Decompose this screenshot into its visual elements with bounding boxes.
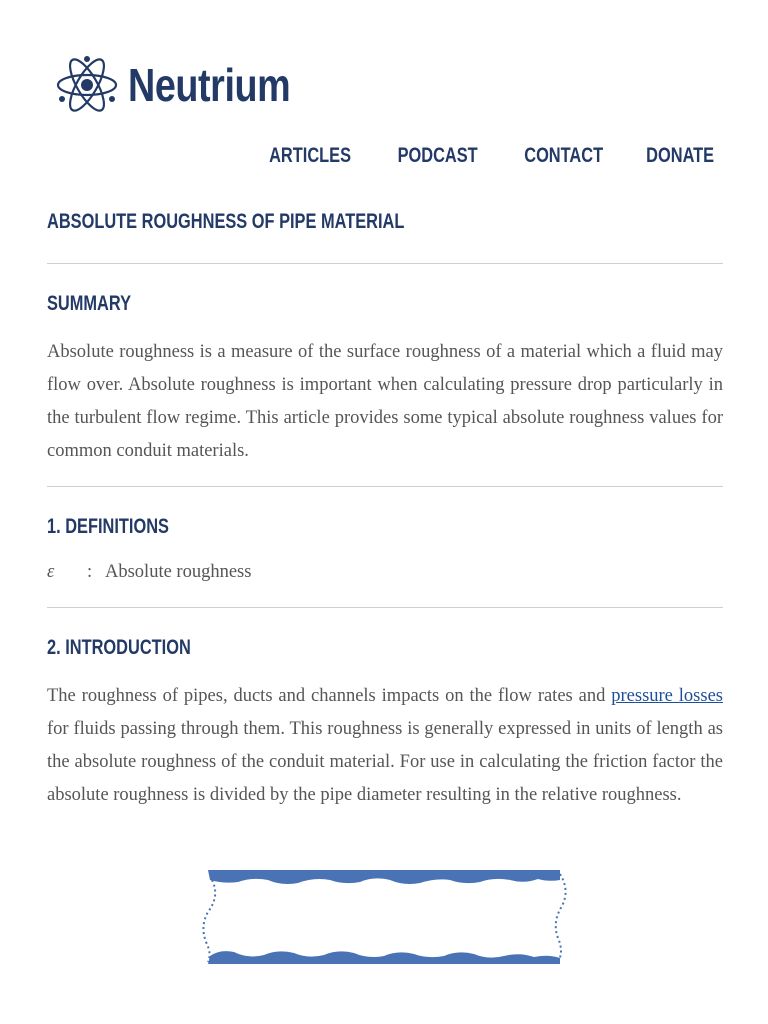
summary-text: Absolute roughness is a measure of the surface roughness of a material which a fluid may flow over. Absolute roughness is important when calculating pressure drop particularly in the turbulent flow regime. This article provides some typical absolute roughness values for common conduit materials. — [47, 342, 723, 461]
introduction-text — [47, 680, 723, 812]
atom-icon — [56, 54, 118, 116]
pipe-top-wall — [208, 870, 560, 884]
definition-symbol: ε — [47, 562, 55, 582]
pipe-right-cut — [556, 874, 566, 962]
pipe-left-cut — [203, 880, 215, 962]
definitions-heading: 1. DEFINITIONS — [47, 515, 169, 538]
site-header — [0, 0, 768, 200]
summary-heading: SUMMARY — [47, 292, 132, 315]
introduction-heading: 2. INTRODUCTION — [47, 636, 191, 659]
intro-text-part: The roughness of pipes, ducts and channels impacts on the flow rates and — [47, 686, 612, 706]
site-name: Neutrium — [128, 59, 291, 111]
page-title: ABSOLUTE ROUGHNESS OF PIPE MATERIAL — [47, 210, 405, 233]
nav-podcast[interactable]: PODCAST — [397, 144, 478, 167]
definition-item — [47, 558, 723, 586]
article — [47, 204, 723, 812]
definition-separator: : — [87, 562, 93, 582]
pipe-bottom-wall — [208, 951, 560, 964]
site-logo[interactable] — [56, 54, 326, 116]
nav-contact[interactable]: CONTACT — [524, 144, 603, 167]
pipe-roughness-diagram — [198, 866, 570, 972]
definition-text: Absolute roughness — [105, 562, 252, 582]
main-nav — [246, 144, 714, 168]
nav-donate[interactable]: DONATE — [646, 144, 714, 167]
nav-articles[interactable]: ARTICLES — [269, 144, 352, 167]
pressure-losses-link[interactable]: pressure losses — [611, 686, 723, 706]
intro-text-part: for fluids passing through them. This roughness is generally expressed in units of length as the absolute roughness of the conduit material. For use in calculating the friction factor the absolute roughness is divided by the pipe diameter resulting in the relative roughness. — [47, 719, 723, 805]
